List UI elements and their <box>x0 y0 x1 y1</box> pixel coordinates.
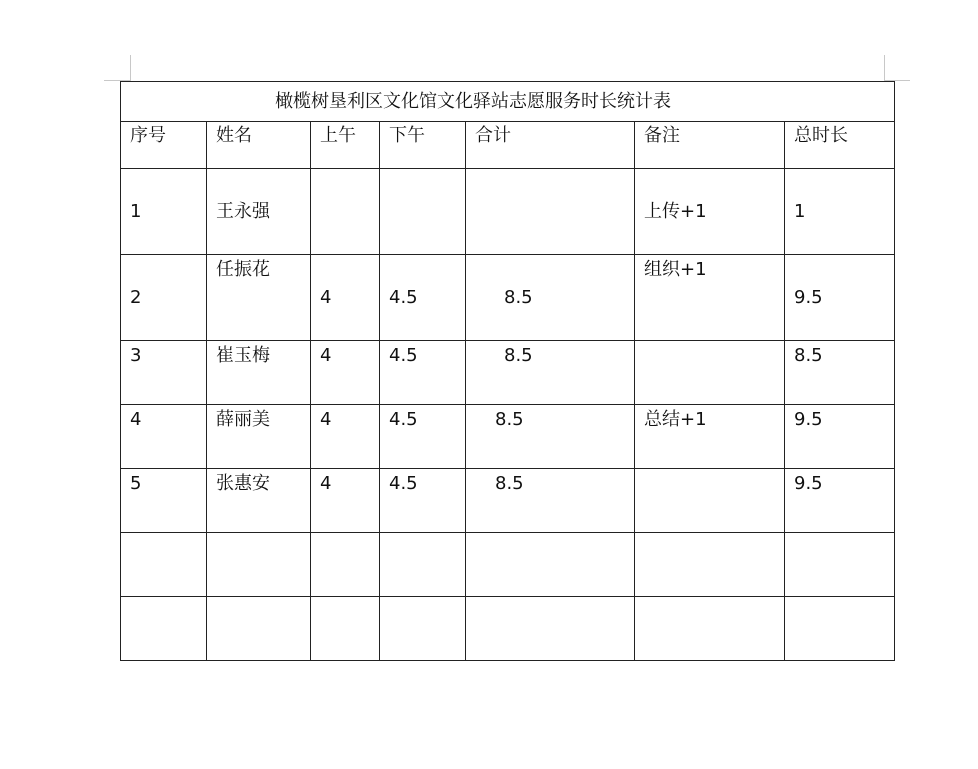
cell-empty <box>785 533 895 597</box>
table-header-row <box>121 122 895 169</box>
cell-name: 薛丽美 <box>207 405 311 469</box>
volunteer-hours-table <box>120 81 895 661</box>
cell-remark <box>635 341 785 405</box>
cell-remark: 上传+1 <box>635 169 785 255</box>
cell-afternoon: 4.5 <box>380 255 466 341</box>
table-row <box>121 255 895 341</box>
header-name: 姓名 <box>207 122 311 169</box>
table-row <box>121 169 895 255</box>
cell-name: 崔玉梅 <box>207 341 311 405</box>
cell-empty <box>380 533 466 597</box>
cell-empty <box>785 597 895 661</box>
header-index: 序号 <box>121 122 207 169</box>
cell-morning: 4 <box>311 405 380 469</box>
header-total-hours: 总时长 <box>785 122 895 169</box>
cell-afternoon: 4.5 <box>380 341 466 405</box>
cell-index: 2 <box>121 255 207 341</box>
table-row <box>121 341 895 405</box>
cell-empty <box>311 597 380 661</box>
cell-empty <box>466 533 635 597</box>
cell-total-hours: 9.5 <box>785 469 895 533</box>
table-row-empty <box>121 533 895 597</box>
cell-empty <box>466 597 635 661</box>
cell-total: 8.5 <box>466 341 635 405</box>
cell-empty <box>207 597 311 661</box>
crop-mark-top-right-vertical <box>884 55 885 81</box>
cell-morning: 4 <box>311 341 380 405</box>
cell-remark <box>635 469 785 533</box>
cell-total: 8.5 <box>466 405 635 469</box>
cell-index: 5 <box>121 469 207 533</box>
cell-name: 王永强 <box>207 169 311 255</box>
cell-total-hours: 9.5 <box>785 255 895 341</box>
table-row-empty <box>121 597 895 661</box>
cell-total-hours: 8.5 <box>785 341 895 405</box>
cell-empty <box>207 533 311 597</box>
cell-afternoon: 4.5 <box>380 469 466 533</box>
header-morning: 上午 <box>311 122 380 169</box>
cell-empty <box>311 533 380 597</box>
cell-index: 3 <box>121 341 207 405</box>
cell-index: 1 <box>121 169 207 255</box>
cell-empty <box>121 533 207 597</box>
cell-empty <box>121 597 207 661</box>
cell-afternoon: 4.5 <box>380 405 466 469</box>
cell-name: 任振花 <box>207 255 311 341</box>
cell-empty <box>635 597 785 661</box>
cell-total-hours: 9.5 <box>785 405 895 469</box>
cell-afternoon <box>380 169 466 255</box>
cell-name: 张惠安 <box>207 469 311 533</box>
table-title: 橄榄树垦利区文化馆文化驿站志愿服务时长统计表 <box>121 82 895 122</box>
cell-total <box>466 169 635 255</box>
table-row <box>121 469 895 533</box>
cell-index: 4 <box>121 405 207 469</box>
cell-morning <box>311 169 380 255</box>
header-remark: 备注 <box>635 122 785 169</box>
crop-mark-top-left-vertical <box>130 55 131 81</box>
cell-remark: 组织+1 <box>635 255 785 341</box>
cell-empty <box>380 597 466 661</box>
header-total: 合计 <box>466 122 635 169</box>
cell-empty <box>635 533 785 597</box>
cell-morning: 4 <box>311 255 380 341</box>
table-row <box>121 405 895 469</box>
cell-total: 8.5 <box>466 469 635 533</box>
cell-total: 8.5 <box>466 255 635 341</box>
cell-remark: 总结+1 <box>635 405 785 469</box>
cell-morning: 4 <box>311 469 380 533</box>
header-afternoon: 下午 <box>380 122 466 169</box>
cell-total-hours: 1 <box>785 169 895 255</box>
